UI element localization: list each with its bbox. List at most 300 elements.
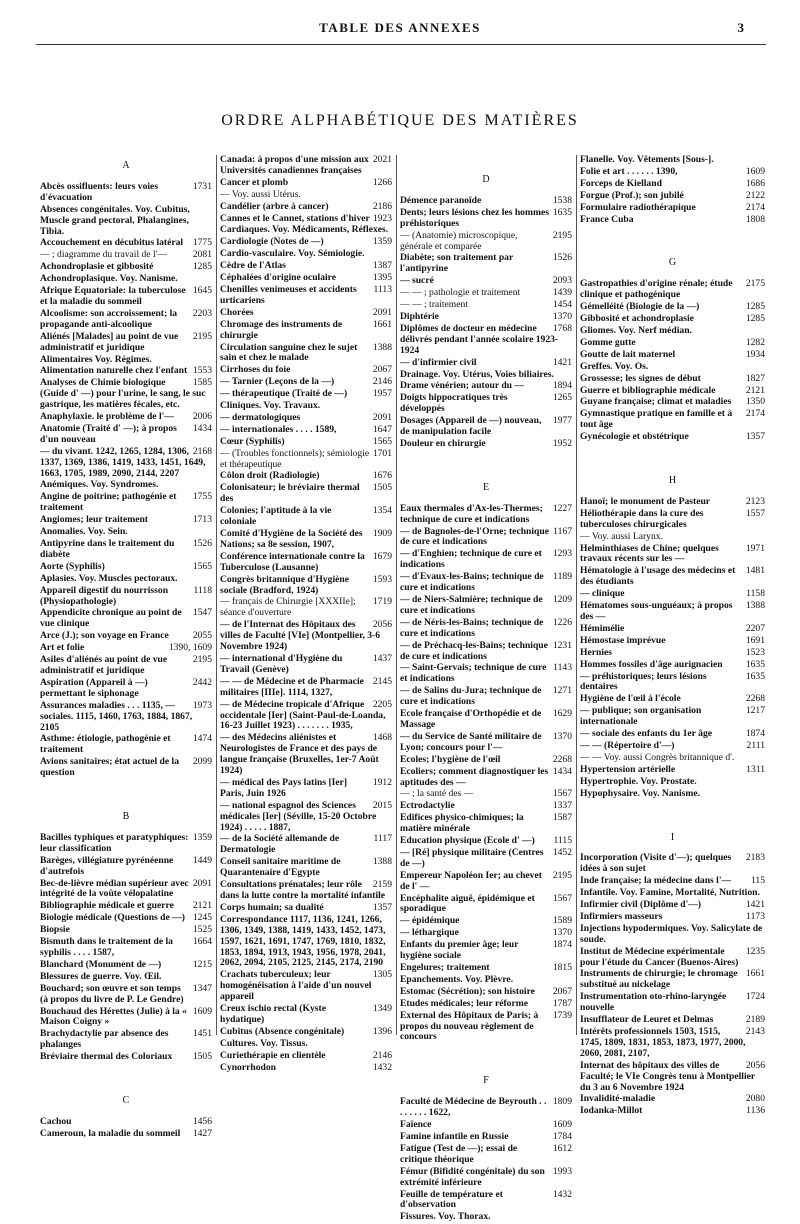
index-entry	[220, 155, 392, 177]
running-head: TABLE DES ANNEXES	[319, 20, 481, 35]
index-entry	[580, 215, 765, 226]
index-entry	[400, 732, 572, 754]
entry-text: Inde française; la médecine dans l'—	[580, 875, 732, 887]
entry-pages: 2205	[372, 698, 392, 710]
entry-text: — préhistoriques; leurs lésions dentaires	[580, 670, 707, 693]
entry-text: Appendicite chronique au point de vue clinique	[40, 607, 182, 630]
entry-text: — ; la santé des —	[400, 788, 474, 800]
entry-text: Edifices physico-chimiques; la matière minérale	[400, 812, 524, 835]
index-entry	[220, 552, 392, 574]
index-entry	[40, 1129, 212, 1140]
entry-text: Grossesse; les signes de début	[580, 372, 701, 384]
entry-pages: 2122	[745, 189, 765, 201]
index-entry	[40, 984, 212, 1006]
index-entry	[580, 191, 765, 202]
entry-text: Absences congénitales. Voy. Cubitus, Muscle grand pectoral, Phalangines, Tibia.	[40, 203, 190, 237]
entry-text: — français de Chirurgie [XXXIIe]; séance d'ouverture	[220, 596, 356, 619]
entry-text: Hernies	[580, 646, 612, 658]
index-entry	[400, 1190, 572, 1212]
index-entry	[220, 506, 392, 528]
entry-text: Aliénés [Malades] au point de vue administratif et juridique	[40, 330, 179, 353]
index-entry	[220, 413, 392, 424]
index-entry	[400, 1132, 572, 1143]
index-entry	[40, 586, 212, 608]
index-entry	[40, 960, 212, 971]
index-entry	[220, 249, 392, 260]
page-number: 3	[737, 20, 744, 35]
entry-pages: 2015	[372, 799, 392, 811]
entry-text: — Tarnier (Leçons de la —)	[220, 376, 335, 388]
index-entry	[40, 539, 212, 561]
index-entry	[40, 515, 212, 526]
section-letter: B	[122, 811, 130, 823]
index-entry	[400, 358, 572, 369]
index-entry	[400, 288, 572, 299]
entry-pages: 1209	[552, 594, 572, 605]
entry-text: Appareil digestif du nourrisson (Physiopathologie)	[40, 584, 169, 607]
entry-pages: 1973	[192, 699, 212, 711]
index-entry	[400, 928, 572, 939]
index-entry	[580, 694, 765, 705]
entry-pages: 1282	[745, 336, 765, 348]
index-entry	[580, 532, 765, 543]
index-entry	[220, 654, 392, 676]
index-entry	[400, 196, 572, 207]
entry-text: — Saint-Gervais; technique de cure et indications	[400, 662, 547, 685]
entry-pages: 2021	[372, 154, 392, 165]
index-entry	[220, 778, 392, 800]
index-entry	[220, 214, 392, 225]
entry-pages: 1635	[745, 658, 765, 670]
entry-pages: 2056	[372, 619, 392, 631]
entry-pages: 2268	[552, 753, 572, 765]
index-entry	[220, 320, 392, 342]
index-entry	[40, 562, 212, 573]
entry-pages: 1787	[552, 997, 572, 1009]
index-entry	[580, 624, 765, 635]
index-entry	[580, 900, 765, 911]
entry-text: Corps humain; sa dualité	[220, 901, 324, 913]
entry-text: — Voy. aussi Utérus.	[220, 188, 301, 200]
index-entry	[400, 393, 572, 415]
entry-pages: 1432	[552, 1188, 572, 1200]
section-letter: I	[670, 831, 675, 843]
index-entry	[580, 432, 765, 443]
entry-pages: 1957	[372, 388, 392, 400]
entry-text: — léthargique	[400, 927, 459, 939]
entry-pages: 1874	[745, 728, 765, 740]
entry-text: Cameroun, la maladie du sommeil	[40, 1127, 181, 1139]
section-letter: C	[122, 1095, 130, 1107]
entry-text: Cardio-vasculaire. Voy. Sémiologie.	[220, 248, 365, 260]
index-entry	[400, 549, 572, 571]
entry-pages: 1647	[372, 423, 392, 435]
entry-pages: 1390, 1609	[168, 642, 212, 654]
entry-pages: 1434	[552, 765, 572, 777]
index-entry	[400, 381, 572, 392]
index-entry	[220, 261, 392, 272]
entry-pages: 2093	[552, 275, 572, 287]
entry-text: Gomme gutte	[580, 336, 636, 348]
index-entry	[580, 167, 765, 178]
entry-text: Instruments de chirurgie; le chromage substitué au nickelage	[580, 968, 738, 991]
section-gap	[40, 1064, 212, 1090]
entry-text: Insufflateur de Leuret et Delmas	[580, 1014, 714, 1026]
entry-text: Angine de poitrine; pathogénie et traitement	[40, 491, 177, 514]
entry-pages: 1609	[745, 165, 765, 177]
index-entry	[220, 308, 392, 319]
entry-text: Conseil sanitaire maritime de Quarantenaire d'Egypte	[220, 856, 341, 879]
entry-text: Cynorrhodon	[220, 1061, 276, 1073]
entry-pages: 1713	[192, 514, 212, 526]
entry-pages: 1226	[552, 616, 572, 628]
index-entry	[220, 1027, 392, 1038]
entry-pages: 1701	[372, 447, 392, 459]
entry-text: Aspiration (Appareil à —) permettant le siphonage	[40, 676, 148, 699]
entry-text: Cardiologie (Notes de —)	[220, 236, 324, 248]
entry-pages: 1775	[192, 237, 212, 249]
index-entry	[40, 972, 212, 983]
entry-text: — sociale des enfants du 1er âge	[580, 728, 712, 740]
entry-pages: 1350	[745, 396, 765, 408]
index-entry	[400, 324, 572, 357]
entry-text: — ; diagramme du travail de l'—	[40, 249, 167, 261]
entry-text: Démence paranoïde	[400, 194, 482, 206]
entry-text: Aorte (Syphilis)	[40, 560, 105, 572]
entry-pages: 1245	[192, 912, 212, 924]
entry-text: Hypertension artérielle	[580, 763, 676, 775]
entry-text: Ecole française d'Orthopédie et de Massage	[400, 708, 542, 730]
entry-text: Côlon droit (Radiologie)	[220, 470, 320, 482]
entry-pages: 1305	[372, 969, 392, 981]
index-entry	[400, 416, 572, 438]
section-gap	[400, 155, 572, 169]
entry-pages: 2091	[192, 877, 212, 889]
entry-text: Bec-de-lièvre médian supérieur avec intégrité de la voûte vélopalatine	[40, 877, 189, 900]
index-entry	[400, 504, 572, 526]
index-entry	[400, 813, 572, 835]
entry-pages: 1452	[552, 846, 572, 858]
entry-text: Gymnastique pratique en famille et à tout âge	[580, 408, 733, 431]
entry-pages: 1235	[745, 945, 765, 957]
index-entry	[400, 1120, 572, 1131]
index-entry	[220, 178, 392, 189]
entry-pages: 1387	[372, 260, 392, 272]
entry-text: Hanoï; le monument de Pasteur	[580, 495, 711, 507]
index-entry	[400, 572, 572, 594]
entry-text: — de Salins du-Jura; technique de cure et indications	[400, 685, 542, 708]
index-entry	[580, 374, 765, 385]
entry-text: — (Troubles fonctionnels); sémiologie et thérapeutique	[220, 447, 370, 470]
entry-pages: 1565	[372, 435, 392, 447]
index-entry	[40, 757, 212, 779]
index-entry	[220, 1051, 392, 1062]
index-entry	[580, 753, 765, 764]
entry-pages: 1523	[745, 646, 765, 658]
entry-pages: 1439	[552, 287, 572, 299]
entry-text: Epanchements. Voy. Plèvre.	[400, 973, 514, 985]
entry-pages: 1357	[745, 431, 765, 443]
entry-text: Chorées	[220, 306, 254, 318]
index-entry	[580, 947, 765, 969]
entry-text: Gynécologie et obstétrique	[580, 431, 689, 443]
entry-text: — internationales . . . . 1589,	[220, 423, 337, 435]
index-entry	[400, 755, 572, 766]
entry-pages: 1567	[552, 892, 572, 904]
index-entry	[40, 332, 212, 354]
entry-text: Abcès ossifluents: leurs voies d'évacuation	[40, 180, 159, 203]
section-gap	[400, 1044, 572, 1070]
index-entry	[580, 636, 765, 647]
entry-text: — national espagnol des Sciences médicales [Ier] (Séville, 15-20 Octobre 1924) . . . . . 1887,	[220, 799, 377, 833]
entry-text: — international d'Hygiène du Travail (Genève)	[220, 652, 343, 675]
index-entry	[580, 853, 765, 875]
section-gap	[580, 444, 765, 470]
entry-text: Infantile. Voy. Famine, Mortalité, Nutrition.	[580, 887, 760, 899]
index-entry	[400, 848, 572, 870]
entry-pages: 1971	[745, 542, 765, 554]
entry-text: Hématomes sous-unguéaux; à propos des —	[580, 600, 733, 622]
entry-pages: 1427	[192, 1127, 212, 1139]
index-entry	[40, 412, 212, 423]
entry-pages: 2099	[192, 756, 212, 768]
index-entry	[400, 871, 572, 893]
entry-pages: 1370	[552, 730, 572, 742]
entry-pages: 2111	[746, 739, 765, 751]
entry-text: Internat des hôpitaux des villes de Faculté; le VIe Congrès tenu à Montpellier du 3 au 6 Novembre 1924	[580, 1059, 755, 1093]
index-entry	[580, 706, 765, 728]
entry-text: — d'Enghien; technique de cure et indications	[400, 548, 542, 571]
entry-text: Afrique Equatoriale: la tuberculose et la maladie du sommeil	[40, 285, 186, 307]
entry-text: Dosages (Appareil de —) nouveau, de manipulation facile	[400, 415, 542, 438]
index-entry	[580, 279, 765, 301]
index-entry	[220, 903, 392, 914]
index-entry	[220, 449, 392, 471]
entry-pages: 1347	[192, 982, 212, 994]
index-entry	[400, 963, 572, 974]
entry-text: Ecoliers; comment diagnostiquer les aptitudes des —	[400, 765, 549, 788]
entry-text: — des Médecins aliénistes et Neurologistes de France et des pays de langue française (Bruxelles, 1er-7 Août 1924)	[220, 732, 379, 777]
index-entry	[400, 836, 572, 847]
entry-pages: 1538	[552, 194, 572, 206]
index-entry	[400, 439, 572, 450]
index-entry	[40, 937, 212, 959]
index-entry	[220, 834, 392, 856]
entry-pages: 1609	[552, 1119, 572, 1131]
index-entry	[580, 326, 765, 337]
entry-pages: 2207	[745, 622, 765, 634]
section-letter: H	[668, 475, 677, 487]
entry-text: Chromage des instruments de chirurgie	[220, 318, 343, 341]
index-entry	[40, 879, 212, 901]
entry-text: Anatomie (Traité d' —); à propos d'un nouveau	[40, 422, 177, 445]
entry-text: — de Niers-Salmière; technique de cure et indications	[400, 594, 543, 616]
index-entry	[220, 880, 392, 902]
entry-text: Colonisateur; le bréviaire thermal des	[220, 482, 360, 505]
index-entry	[220, 471, 392, 482]
entry-pages: 1437	[372, 652, 392, 664]
index-column-3	[400, 155, 572, 1224]
entry-text: Canada: à propos d'une mission aux Universités canadiennes françaises	[220, 154, 369, 176]
entry-pages: 1912	[372, 776, 392, 788]
entry-text: Ectrodactylie	[400, 800, 455, 812]
index-entry	[400, 253, 572, 275]
entry-pages: 1809	[552, 1096, 572, 1108]
entry-text: Guyane française; climat et maladies	[580, 396, 732, 408]
entry-pages: 1421	[552, 356, 572, 368]
index-entry	[40, 1007, 212, 1029]
index-entry	[580, 566, 765, 588]
entry-text: Doigts hippocratiques très développés	[400, 392, 508, 415]
index-entry	[580, 544, 765, 566]
entry-text: — — de Médecine et de Pharmacie militaires [IIIe]. 1114, 1327,	[220, 675, 364, 698]
index-entry	[400, 300, 572, 311]
index-entry	[400, 618, 572, 640]
entry-pages: 1349	[372, 1003, 392, 1015]
entry-text: — épidémique	[400, 915, 460, 927]
column-divider	[216, 155, 217, 1035]
entry-pages: 1451	[192, 1028, 212, 1040]
entry-pages: 1909	[372, 528, 392, 539]
index-entry	[580, 648, 765, 659]
index-entry	[400, 1212, 572, 1223]
entry-text: Cardiaques. Voy. Médicaments, Réflexes.	[220, 224, 389, 236]
index-entry	[220, 529, 392, 551]
entry-text: — clinique	[580, 588, 625, 600]
entry-pages: 1189	[553, 571, 572, 583]
index-entry	[580, 314, 765, 325]
entry-pages: 2174	[745, 201, 765, 213]
entry-text: Congrès britannique d'Hygiène sociale (Bradford, 1924)	[220, 573, 349, 596]
entry-pages: 1815	[552, 962, 572, 973]
entry-text: Cultures. Voy. Tissus.	[220, 1037, 308, 1049]
entry-text: Diabète; son traitement par l'antipyrine	[400, 252, 514, 275]
index-entry	[580, 912, 765, 923]
entry-text: Enfants du premier âge; leur hygiène sociale	[400, 939, 519, 962]
entry-text: Formulaire radiothérapique	[580, 201, 696, 213]
index-entry	[400, 916, 572, 927]
index-entry	[580, 497, 765, 508]
entry-text: — de Préchacq-les-Bains; technique de cure et indications	[400, 639, 548, 662]
entry-text: Blanchard (Monument de —)	[40, 958, 162, 970]
entry-text: Antipyrine dans le traitement du diabète	[40, 538, 175, 560]
index-entry	[580, 672, 765, 694]
index-entry	[40, 480, 212, 491]
entry-pages: 1136	[746, 1105, 765, 1117]
entry-text: — du vivant. 1242, 1265, 1284, 1306, 1337, 1369, 1386, 1419, 1433, 1451, 1649, 1663, 1705, 1989, 2090, 2144, 2207	[40, 445, 206, 479]
index-entry	[220, 1039, 392, 1050]
index-entry	[400, 940, 572, 962]
index-entry	[40, 447, 212, 480]
entry-text: — — ; traitement	[400, 299, 468, 311]
entry-pages: 1553	[192, 365, 212, 377]
entry-pages: 1434	[192, 422, 212, 434]
entry-text: Biologie médicale (Questions de —)	[40, 912, 185, 924]
entry-pages: 1421	[745, 899, 765, 911]
entry-text: Blessures de guerre. Voy. Œil.	[40, 970, 162, 982]
entry-text: — (Anatomie) microscopique, générale et comparée	[400, 229, 518, 252]
entry-pages: 1215	[192, 958, 212, 970]
index-entry	[220, 237, 392, 248]
entry-pages: 2195	[552, 229, 572, 241]
entry-text: Arce (J.); son voyage en France	[40, 630, 169, 642]
entry-pages: 1217	[745, 705, 765, 717]
index-entry	[40, 309, 212, 331]
index-entry	[220, 733, 392, 777]
entry-pages: 2143	[745, 1026, 765, 1037]
entry-pages: 1474	[192, 733, 212, 745]
entry-text: Engelures; traitement	[400, 962, 490, 973]
index-entry	[580, 589, 765, 600]
entry-text: Gibbosité et achondroplasie	[580, 313, 694, 325]
index-entry	[580, 386, 765, 397]
entry-text: Anaphylaxie. le problème de l'—	[40, 411, 174, 423]
entry-text: Alimentation naturelle chez l'enfant	[40, 365, 188, 377]
entry-text: Creux ischio rectal (Kyste hydatique)	[220, 1003, 326, 1025]
index-entry	[580, 777, 765, 788]
entry-text: Cliniques. Voy. Travaux.	[220, 400, 321, 412]
index-entry	[220, 483, 392, 505]
index-entry	[220, 225, 392, 236]
entry-pages: 1454	[552, 299, 572, 311]
index-entry	[40, 492, 212, 514]
entry-pages: 1395	[372, 272, 392, 284]
index-entry	[220, 677, 392, 699]
entry-pages: 2195	[192, 654, 212, 666]
entry-text: — de Néris-les-Bains; technique de cure et indications	[400, 616, 544, 639]
index-entry	[220, 437, 392, 448]
index-entry	[400, 767, 572, 789]
index-entry	[400, 999, 572, 1010]
entry-pages: 1585	[192, 377, 212, 389]
entry-text: Curiethérapie en clientèle	[220, 1049, 326, 1061]
entry-text: Infirmiers masseurs	[580, 910, 663, 922]
entry-text: — de Médecine tropicale d'Afrique occidentale [Ier] (Saint-Paul-de-Loanda, 16-23 Juillet 1923) . . . . . . . 1935,	[220, 698, 386, 732]
entry-pages: 1612	[552, 1142, 572, 1154]
index-entry	[580, 203, 765, 214]
entry-pages: 1311	[746, 763, 765, 775]
index-entry	[40, 527, 212, 538]
index-entry	[220, 285, 392, 307]
entry-pages: 2183	[745, 852, 765, 864]
column-divider	[396, 155, 397, 1035]
entry-text: — sucré	[400, 275, 434, 287]
entry-pages: 1432	[372, 1061, 392, 1073]
entry-pages: 1784	[552, 1130, 572, 1142]
index-entry	[40, 608, 212, 630]
entry-pages: 1686	[745, 177, 765, 189]
section-gap	[580, 226, 765, 252]
entry-text: Infirmier civil (Diplôme d'—)	[580, 899, 702, 911]
entry-pages: 1388	[372, 341, 392, 353]
entry-text: — de la Société allemande de Dermatologie	[220, 833, 340, 856]
entry-text: Circulation sanguine chez le sujet sain et chez le malade	[220, 341, 358, 364]
entry-pages: 1396	[372, 1025, 392, 1037]
section-letter: F	[483, 1075, 489, 1087]
entry-pages: 2091	[372, 411, 392, 423]
entry-pages: 1664	[192, 936, 212, 948]
entry-pages: 1827	[745, 372, 765, 384]
entry-pages: 1118	[193, 584, 212, 596]
index-entry	[220, 190, 392, 201]
entry-pages: 1565	[192, 560, 212, 572]
entry-text: Anémiques. Voy. Syndromes.	[40, 479, 159, 491]
entry-pages: 1285	[745, 313, 765, 325]
index-entry	[40, 1029, 212, 1051]
entry-pages: 1449	[192, 854, 212, 866]
index-entry	[400, 663, 572, 685]
index-entry	[580, 1094, 765, 1105]
